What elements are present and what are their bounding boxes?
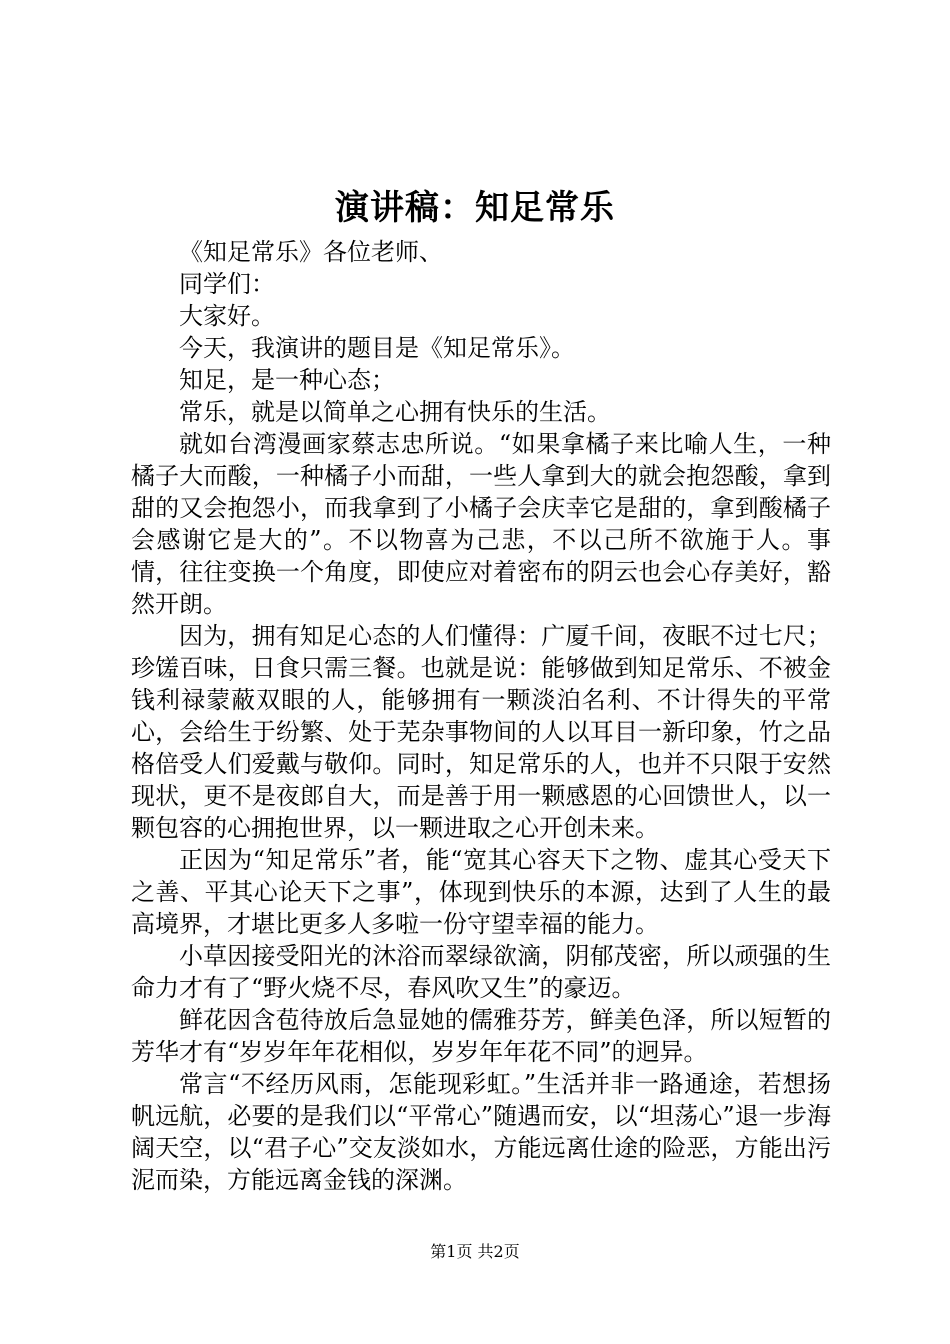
document-title: 演讲稿：知足常乐 xyxy=(335,188,615,228)
paragraph: 常言“不经历风雨，怎能现彩虹。”生活并非一路通途，若想扬帆远航，必要的是我们以“平常心”随遇而安，以“坦荡心”退一步海阔天空，以“君子心”交友淡如水，方能远离仕途的险恶，方能出污泥而染，方能远离金钱的深渊。 xyxy=(131,1070,831,1194)
document-body xyxy=(131,236,831,1196)
page-number-footer: 第1页 共2页 xyxy=(430,1242,520,1261)
paragraph: 小草因接受阳光的沐浴而翠绿欲滴，阴郁茂密，所以顽强的生命力才有了“野火烧不尽，春风吹又生”的豪迈。 xyxy=(131,942,831,1002)
paragraph: 就如台湾漫画家蔡志忠所说。“如果拿橘子来比喻人生，一种橘子大而酸，一种橘子小而甜，一些人拿到大的就会抱怨酸，拿到甜的又会抱怨小，而我拿到了小橘子会庆幸它是甜的，拿到酸橘子会感谢它是大的”。不以物喜为己悲，不以己所不欲施于人。事情，往往变换一个角度，即使应对着密布的阴云也会心存美好，豁然开朗。 xyxy=(131,430,831,618)
paragraph: 知足，是一种心态； xyxy=(179,366,395,394)
paragraph: 今天，我演讲的题目是《知足常乐》。 xyxy=(179,334,575,362)
paragraph: 同学们： xyxy=(179,270,275,298)
paragraph: 《知足常乐》各位老师、 xyxy=(179,238,443,266)
paragraph: 因为，拥有知足心态的人们懂得：广厦千间，夜眠不过七尺；珍馐百味，日食只需三餐。也就是说：能够做到知足常乐、不被金钱利禄蒙蔽双眼的人，能够拥有一颗淡泊名利、不计得失的平常心，会给生于纷繁、处于芜杂事物间的人以耳目一新印象，竹之品格倍受人们爱戴与敬仰。同时，知足常乐的人，也并不只限于安然现状，更不是夜郎自大，而是善于用一颗感恩的心回馈世人，以一颗包容的心拥抱世界，以一颗进取之心开创未来。 xyxy=(131,622,831,842)
paragraph: 大家好。 xyxy=(179,302,275,330)
paragraph: 鲜花因含苞待放后急显她的儒雅芬芳，鲜美色泽，所以短暂的芳华才有“岁岁年年花相似，岁岁年年花不同”的迥异。 xyxy=(131,1006,831,1066)
paragraph: 常乐，就是以简单之心拥有快乐的生活。 xyxy=(179,398,611,426)
paragraph: 正因为“知足常乐”者，能“宽其心容天下之物、虚其心受天下之善、平其心论天下之事”，体现到快乐的本源，达到了人生的最高境界，才堪比更多人多啦一份守望幸福的能力。 xyxy=(131,846,831,938)
